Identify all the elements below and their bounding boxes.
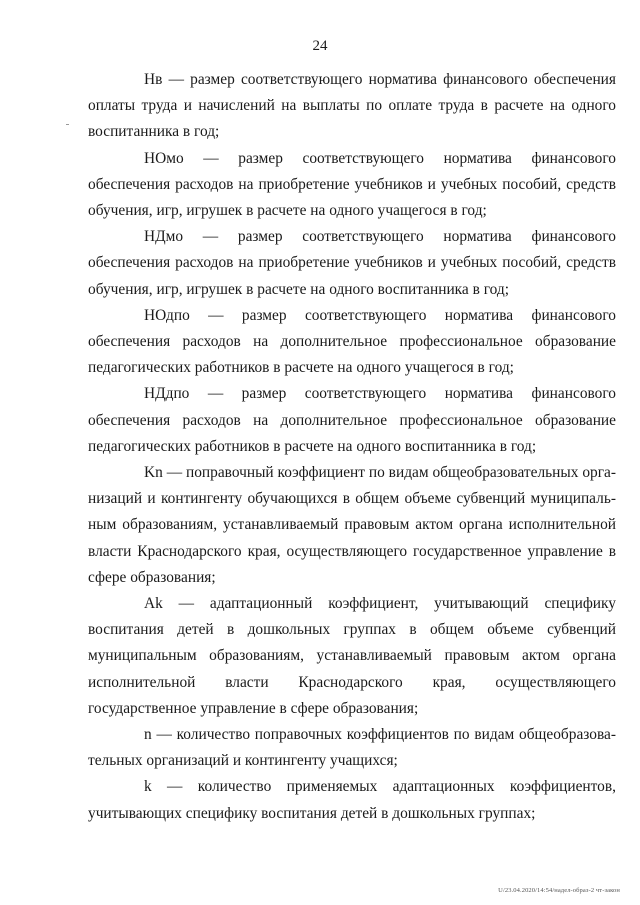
margin-mark: [66, 124, 69, 125]
definition-kn: Kn — поправочный коэффициент по видам общеобразовательных организаций и контингенту обучающихся в общем объеме субвенций муниципальным образованиям, устанавливаемый правовым актом органа исполнительной власти Краснодарского края, осуществляющего государственное управление в сфере образования;: [88, 464, 616, 586]
page-number: 24: [312, 38, 328, 54]
definition-ndmo: НДмо — размер соответствующего норматива финансового обеспечения расходов на приобретение учебников и учебных пособий, средств обучения, игр, игрушек в расчете на одного воспитанника в год;: [88, 228, 616, 298]
definition-ak: Ak — адаптационный коэффициент, учитывающий специфику воспитания детей в дошкольных группах в общем объеме субвенций муниципальным образованиям, устанавливаемый правовым актом органа исполнительной власти Краснодарского края, осуществляющего государственное управление в сфере образования;: [88, 595, 616, 717]
footer-file-stamp: U/23.04.2020/14:54/надел-образ-2 чт-закон: [498, 887, 620, 894]
document-body: [88, 67, 616, 827]
definition-nomo: НОмо — размер соответствующего норматива финансового обеспечения расходов на приобретение учебников и учебных пособий, средств обучения, игр, игрушек в расчете на одного учащегося в год;: [88, 149, 616, 220]
definition-nv: Нв — размер соответствующего норматива финансового обеспечения оплаты труда и начислений на выплаты по оплате труда в расчете на одного воспитанника в год;: [88, 71, 616, 141]
definition-k: k — количество применяемых адаптационных коэффициентов, учитывающих специфику воспитания детей в дошкольных группах;: [88, 778, 616, 822]
definition-n: n — количество поправочных коэффициентов по видам общеобразовательных организаций и контингенту учащихся;: [88, 726, 616, 770]
definition-nodpo: НОдпо — размер соответствующего норматива финансового обеспечения расходов на дополнительное профессиональное образование педагогических работников в расчете на одного учащегося в год;: [88, 306, 616, 377]
definition-nddpo: НДдпо — размер соответствующего норматива финансового обеспечения расходов на дополнительное профессиональное образование педагогических работников в расчете на одного воспитанника в год;: [88, 385, 616, 455]
